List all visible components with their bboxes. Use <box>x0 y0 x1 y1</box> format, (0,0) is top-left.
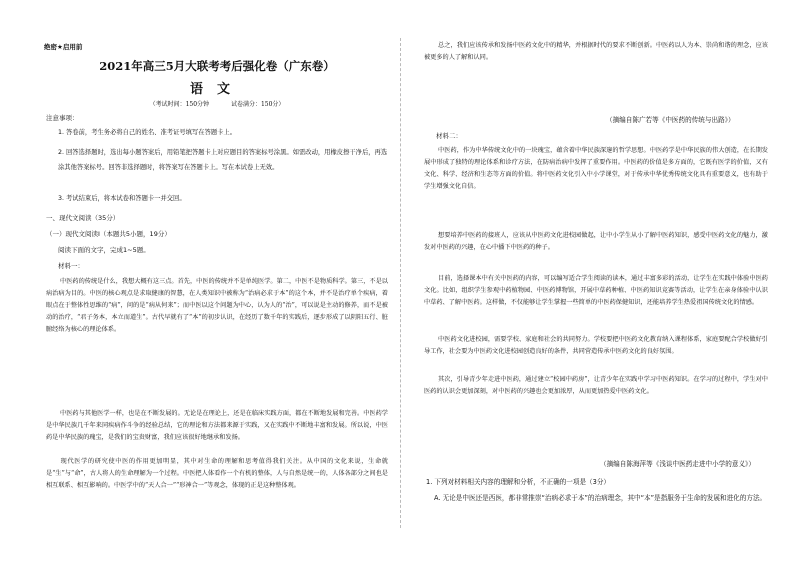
material-2-paragraph-1-text: 中医药，作为中华传统文化中的一块瑰宝，蕴含着中华民族深邃的哲学思想。中医药学是中华民族的伟大创造，在长期发展中形成了独特的理论体系和诊疗方法，在防病治病中发挥了重要作用。中医药的价值是多方面的，它既有医学的价值，又有文化、科学、经济和生态等方面的价值。将中医药文化引入中小学课堂，对于传承中华优秀传统文化具有重要意义，也有助于学生增强文化自信。 <box>424 147 768 190</box>
material-1-paragraph-1 <box>46 276 388 336</box>
material-2-paragraph-5-text: 其次，引导青少年走进中医药，通过建立“校园中药房”，让青少年在实践中学习中医药知识。在学习的过程中，学生对中医药的认识会更加深刻，对中医药的兴趣也会更加浓厚，从而更加热爱中医药文化。 <box>424 376 768 395</box>
note-item-1: 1. 答卷前，考生务必将自己的姓名、准考证号填写在答题卡上。 <box>58 129 237 136</box>
material-1-conclusion-text: 总之，我们应该传承和发扬中医药文化中的精华，并根据时代的要求不断创新。中医药以人为本、崇尚和谐的理念，应该被更多的人了解和认同。 <box>424 42 768 61</box>
reading-instruction: 阅读下面的文字，完成1~5题。 <box>58 246 150 254</box>
material-2-paragraph-3-text: 目前，选择课本中有关中医药的内容，可以编写适合学生阅读的读本，通过丰富多彩的活动，让学生在实践中体验中医药文化。比如，组织学生参观中药植物园、中医药博物馆，开展中草药种植、中医药知识竞赛等活动，让学生在亲身体验中认识中草药、了解中医药。这样做，不仅能够让学生掌握一些简单的中医药保健知识，还能培养学生热爱祖国传统文化的情感。 <box>424 275 768 306</box>
material-1-conclusion <box>424 40 768 64</box>
material-2-paragraph-5 <box>424 374 768 398</box>
notes-heading: 注意事项： <box>46 114 79 122</box>
exam-info <box>44 99 390 108</box>
material-1-paragraph-3 <box>46 456 388 492</box>
exam-title: 2021年高三5月大联考考后强化卷（广东卷） <box>99 59 335 73</box>
secret-mark: 绝密★启用前 <box>44 43 83 51</box>
material-2-paragraph-4 <box>424 334 768 358</box>
material-1-paragraph-3-text: 现代医学的研究使中医的作用更加明显，其中对生命的理解和思考值得我们关注。从中国的文化来说，生命就是“生”与“命”，古人将人的生命理解为一个过程。中医把人体看作一个有机的整体，人与自然是统一的，人体各部分之间也是相互联系、相互影响的。中医学中的“天人合一”“形神合一”等观念，体现的正是这种整体观。 <box>46 458 388 489</box>
subject-title: 语文 <box>189 82 244 97</box>
note-item-2: 2. 回答选择题时，选出每小题答案后，用铅笔把答题卡上对应题目的答案标号涂黑。如需改动，用橡皮擦干净后，再选涂其他答案标号。回答非选择题时，将答案写在答题卡上。写在本试卷上无效。 <box>58 149 388 171</box>
subsection-1-heading: （一）现代文阅读Ⅰ（本题共5小题，19分） <box>46 230 171 238</box>
material-2-paragraph-1 <box>424 145 768 193</box>
source-1: （摘编自陈广若等《中医药的传统与出路》） <box>606 116 735 124</box>
material-1-label: 材料一： <box>58 262 84 270</box>
material-1-paragraph-2 <box>46 408 388 444</box>
question-1-option-a: A. 无论是中医还是西医，都非常推崇“治病必求于本”的治病理念，其中“本”是指服务于生命的发展和进化的方法。 <box>434 494 767 502</box>
question-1: 1. 下列对材料相关内容的理解和分析，不正确的一项是（3分） <box>426 478 611 486</box>
section-1-heading: 一、现代文阅读（35分） <box>46 214 120 222</box>
note-item-3: 3. 考试结束后，将本试卷和答题卡一并交回。 <box>58 195 186 202</box>
source-2: （摘编自陈海萍等《浅谈中医药走进中小学的意义》） <box>600 460 755 468</box>
material-1-paragraph-1-text: 中医药的传统是什么，我想大概有这三点。首先，中医的传统并不是单纯医学。第二，中医不是物质科学。第三，不是以病治病为目的。中医的核心观点是求取健康的智慧，在人类知识中被称为“治病必求于本”的这个本，并不是治疗单个疾病，着眼点在于整体性思维的“病”，问的是“病从何来”；而中医以这个问题为中心，认为人的“治”，可以说是主动的修养，而不是被动的治疗，“君子务本，本立而道生”。古代早就有了“本”的初步认识，在经历了数千年的实践后，逐步形成了以阴阳五行、脏腑经络为核心的理论体系。 <box>46 278 388 333</box>
full-score: 试卷满分：150分） <box>230 101 285 108</box>
column-divider <box>400 38 401 528</box>
material-2-paragraph-4-text: 中医药文化进校园，需要学校、家庭和社会的共同努力。学校要把中医药文化教育纳入课程体系，家庭要配合学校做好引导工作，社会要为中医药文化进校园创造良好的条件，共同营造传承中医药文化的良好氛围。 <box>424 336 768 355</box>
material-1-paragraph-2-text: 中医药与其他医学一样，也是在不断发展的。无论是在理论上，还是在临床实践方面，都在不断地发展和完善。中医药学是中华民族几千年来同疾病作斗争的经验总结，它的理论和方法都来源于实践，又在实践中不断地丰富和发展。所以说，中医药是中华民族的瑰宝，是我们的宝贵财富，我们应该很好地继承和发扬。 <box>46 410 388 441</box>
material-2-paragraph-2 <box>424 230 768 254</box>
material-2-paragraph-2-text: 想要培养中医药的接班人，应该从中医药文化进校园做起，让中小学生从小了解中医药知识，感受中医药文化的魅力，激发对中医药的兴趣，在心中播下中医药的种子。 <box>424 232 768 251</box>
material-2-label: 材料二： <box>436 132 462 140</box>
exam-time: （考试时间：150分钟 <box>149 101 210 108</box>
material-2-paragraph-3 <box>424 273 768 309</box>
